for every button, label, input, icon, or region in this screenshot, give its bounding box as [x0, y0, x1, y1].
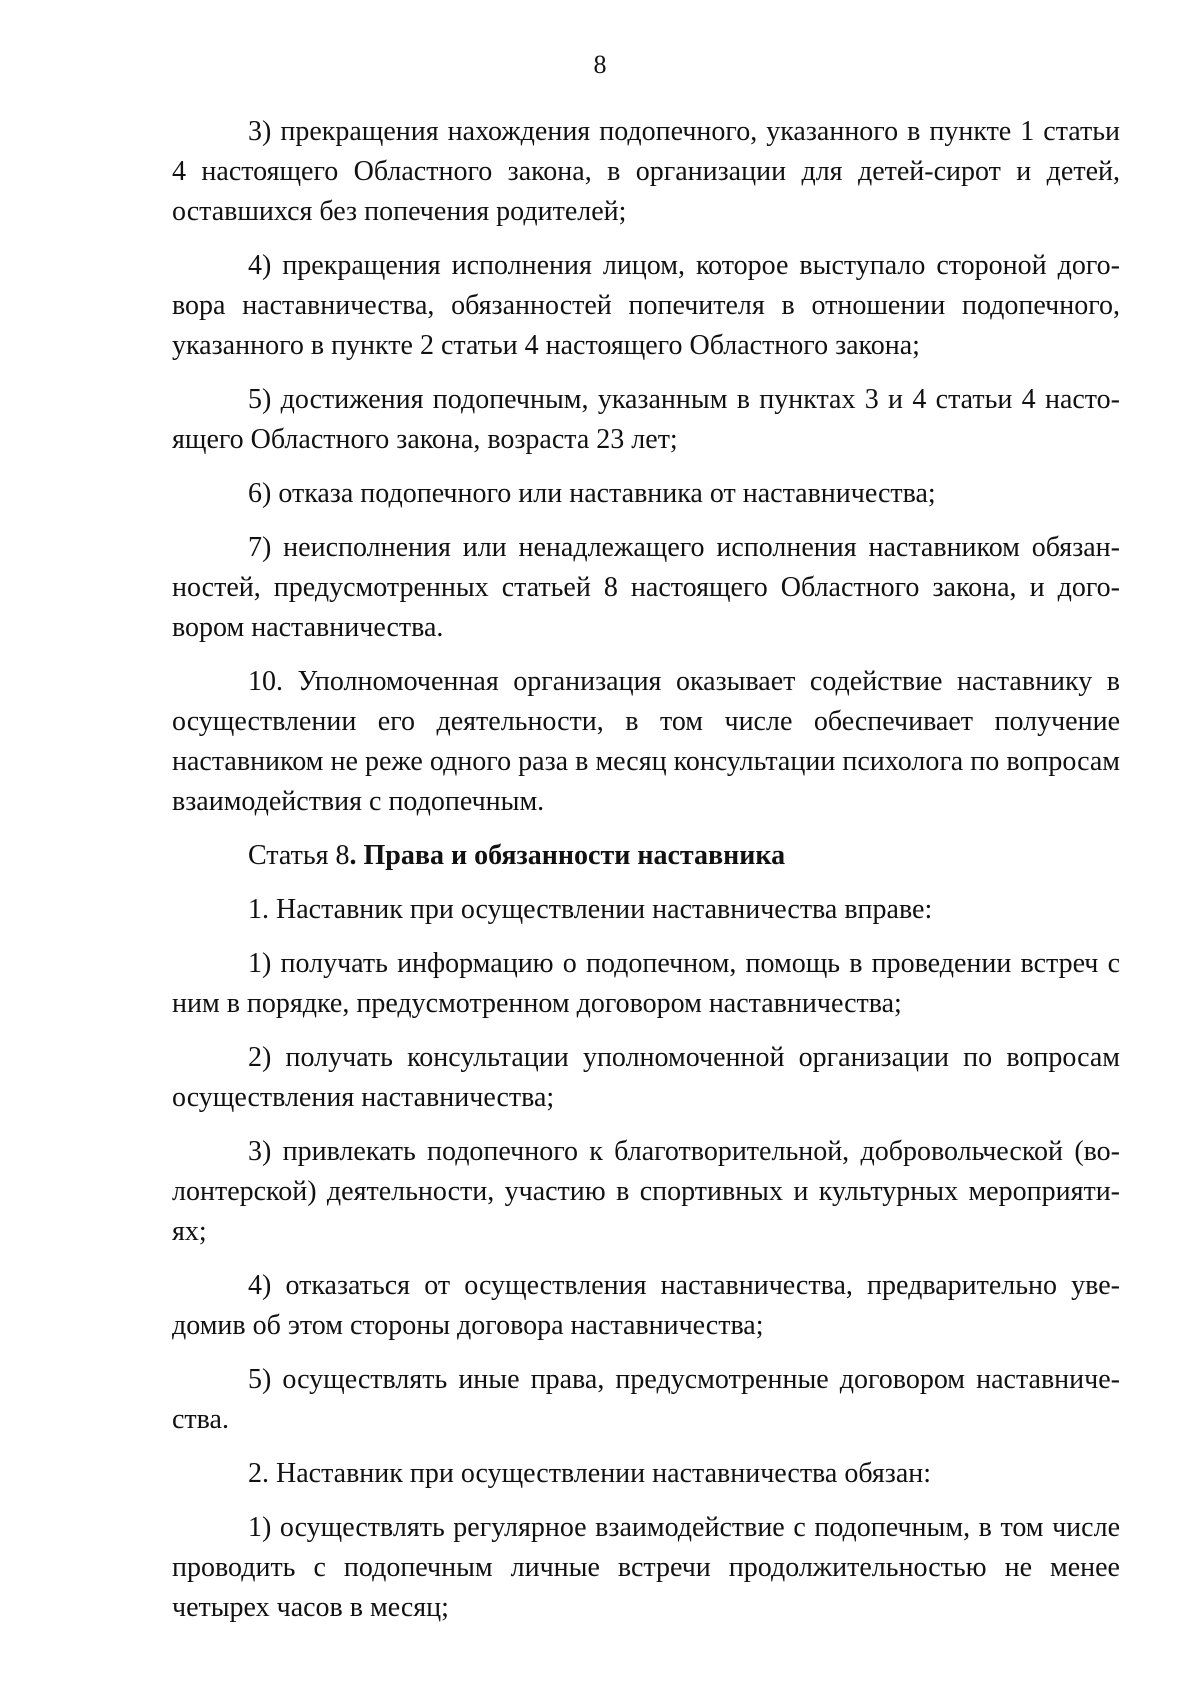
- paragraph-right-1: 1) получать информацию о подопечном, помощь в проведении встреч с ним в порядке, предусмотренном договором наставничества;: [172, 948, 1120, 1019]
- paragraph-right-3: 3) привлекать подопечного к благотворительной, добровольческой (волонтерской) деятельности, участию в спортивных и культурных мероприятиях;: [172, 1136, 1120, 1247]
- article-number: Статья 8: [248, 840, 350, 871]
- paragraph-right-4: 4) отказаться от осуществления наставничества, предварительно уведомив об этом стороны договора наставничества;: [172, 1270, 1120, 1341]
- page-number: 8: [593, 50, 607, 79]
- article-title: . Права и обязанности наставника: [349, 840, 786, 871]
- paragraph-item-7: 7) неисполнения или ненадлежащего исполнения наставником обязанностей, предусмотренных статьей 8 настоящего Областного закона, и договором наставничества.: [172, 532, 1120, 643]
- paragraph-part-1-rights: 1. Наставник при осуществлении наставничества вправе:: [248, 894, 933, 925]
- paragraph-duty-1: 1) осуществлять регулярное взаимодействие с подопечным, в том числе проводить с подопечным личные встречи продолжительностью не менее четырех часов в месяц;: [172, 1512, 1120, 1623]
- paragraph-right-5: 5) осуществлять иные права, предусмотренные договором наставничества.: [172, 1364, 1120, 1435]
- paragraph-item-3: 3) прекращения нахождения подопечного, указанного в пункте 1 статьи 4 настоящего Областного закона, в организации для детей-сирот и детей, оставшихся без попечения родителей;: [172, 116, 1120, 227]
- paragraph-item-4: 4) прекращения исполнения лицом, которое выступало стороной договора наставничества, обязанностей попечителя в отношении подопечного, указанного в пункте 2 статьи 4 настоящего Областного закона;: [172, 250, 1120, 361]
- paragraph-part-10: 10. Уполномоченная организация оказывает содействие наставнику в осуществлении его деятельности, в том числе обеспечивает получение наставником не реже одного раза в месяц консультации психолога по вопросам взаимодействия с подопечным.: [172, 666, 1120, 817]
- paragraph-item-6: 6) отказа подопечного или наставника от наставничества;: [248, 478, 936, 509]
- paragraph-item-5: 5) достижения подопечным, указанным в пунктах 3 и 4 статьи 4 настоящего Областного закона, возраста 23 лет;: [172, 384, 1120, 455]
- paragraph-part-2-duties: 2. Наставник при осуществлении наставничества обязан:: [248, 1458, 932, 1489]
- article-heading: [172, 836, 1120, 876]
- paragraph-right-2: 2) получать консультации уполномоченной организации по вопросам осуществления наставничества;: [172, 1042, 1120, 1113]
- document-body: [172, 112, 1120, 1642]
